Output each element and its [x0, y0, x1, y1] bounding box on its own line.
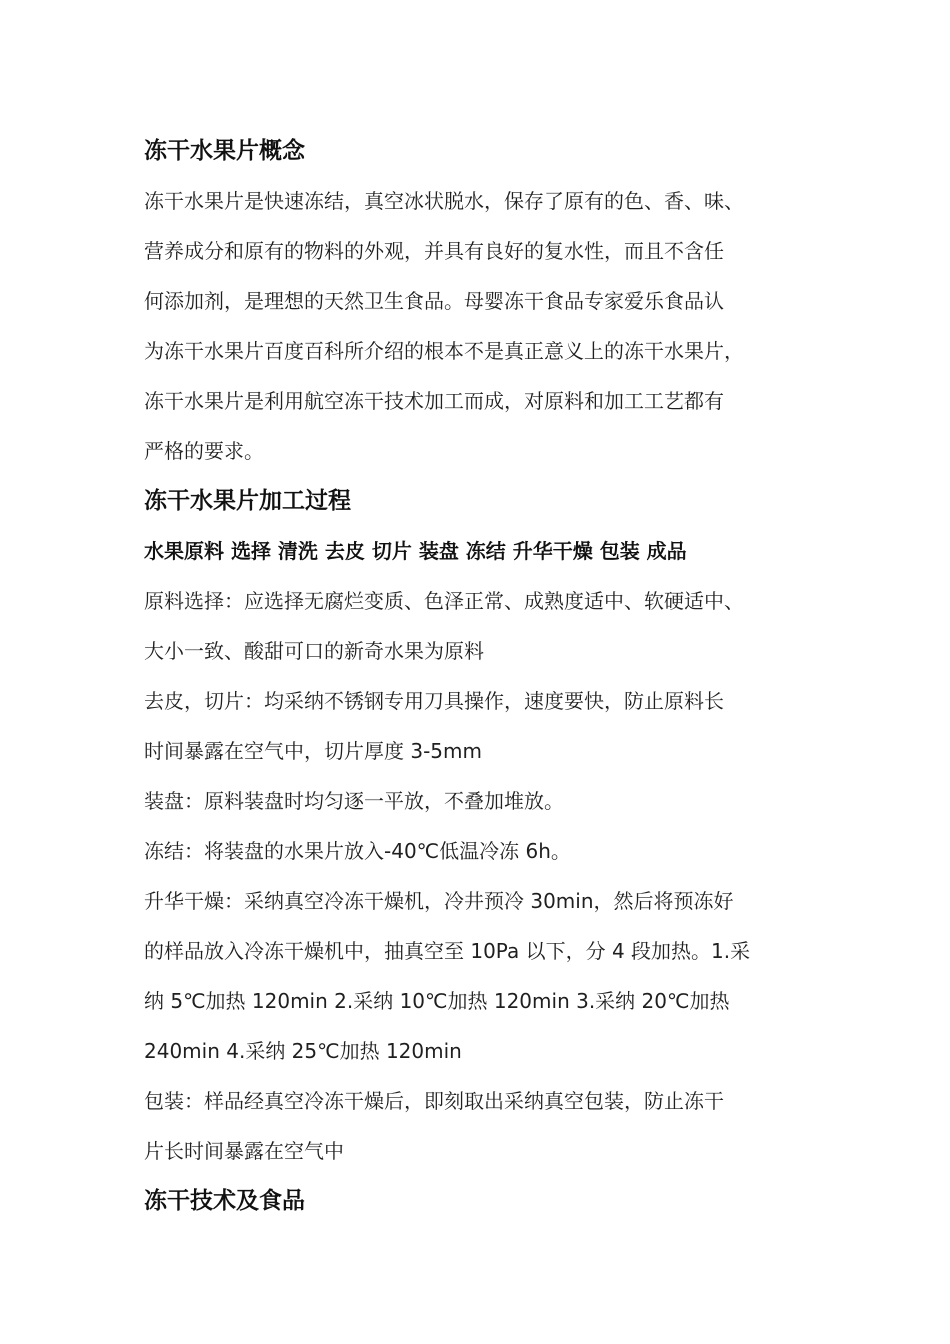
document-page: [144, 126, 808, 1226]
section-heading-process: 冻干水果片加工过程: [144, 488, 351, 514]
section-heading-technology: 冻干技术及食品: [144, 1188, 305, 1214]
step-peel-slice: 去皮，切片：均采纳不锈钢专用刀具操作，速度要快，防止原料长 时间暴露在空气中，切片厚度 3-5mm: [144, 689, 724, 763]
step-packaging: 包装：样品经真空冷冻干燥后，即刻取出采纳真空包装，防止冻干 片长时间暴露在空气中: [144, 1089, 724, 1163]
step-tray-loading: 装盘：原料装盘时均匀逐一平放，不叠加堆放。: [144, 789, 564, 813]
step-sublimation-drying: 升华干燥：采纳真空冷冻干燥机，冷井预冷 30min，然后将预冻好 的样品放入冷冻干燥机中，抽真空至 10Pa 以下，分 4 段加热。1.采 纳 5℃加热 120min 2.采纳 10℃加热 120min 3.采纳 20℃加热 240min 4.采纳 25℃加热 120min: [144, 889, 751, 1063]
step-material-selection: 原料选择：应选择无腐烂变质、色泽正常、成熟度适中、软硬适中、 大小一致、酸甜可口的新奇水果为原料: [144, 589, 744, 663]
process-flow: 水果原料 选择 清洗 去皮 切片 装盘 冻结 升华干燥 包装 成品: [144, 539, 687, 563]
step-freezing: 冻结：将装盘的水果片放入-40℃低温冷冻 6h。: [144, 839, 571, 863]
section-heading-concept: 冻干水果片概念: [144, 138, 305, 164]
concept-paragraph: 冻干水果片是快速冻结，真空冰状脱水，保存了原有的色、香、味、 营养成分和原有的物料的外观，并具有良好的复水性，而且不含任 何添加剂，是理想的天然卫生食品。母婴冻干食品专家爱乐食品认 为冻干水果片百度百科所介绍的根本不是真正意义上的冻干水果片， 冻干水果片是利用航空冻干技术加工而成，对原料和加工工艺都有 严格的要求。: [144, 189, 744, 463]
